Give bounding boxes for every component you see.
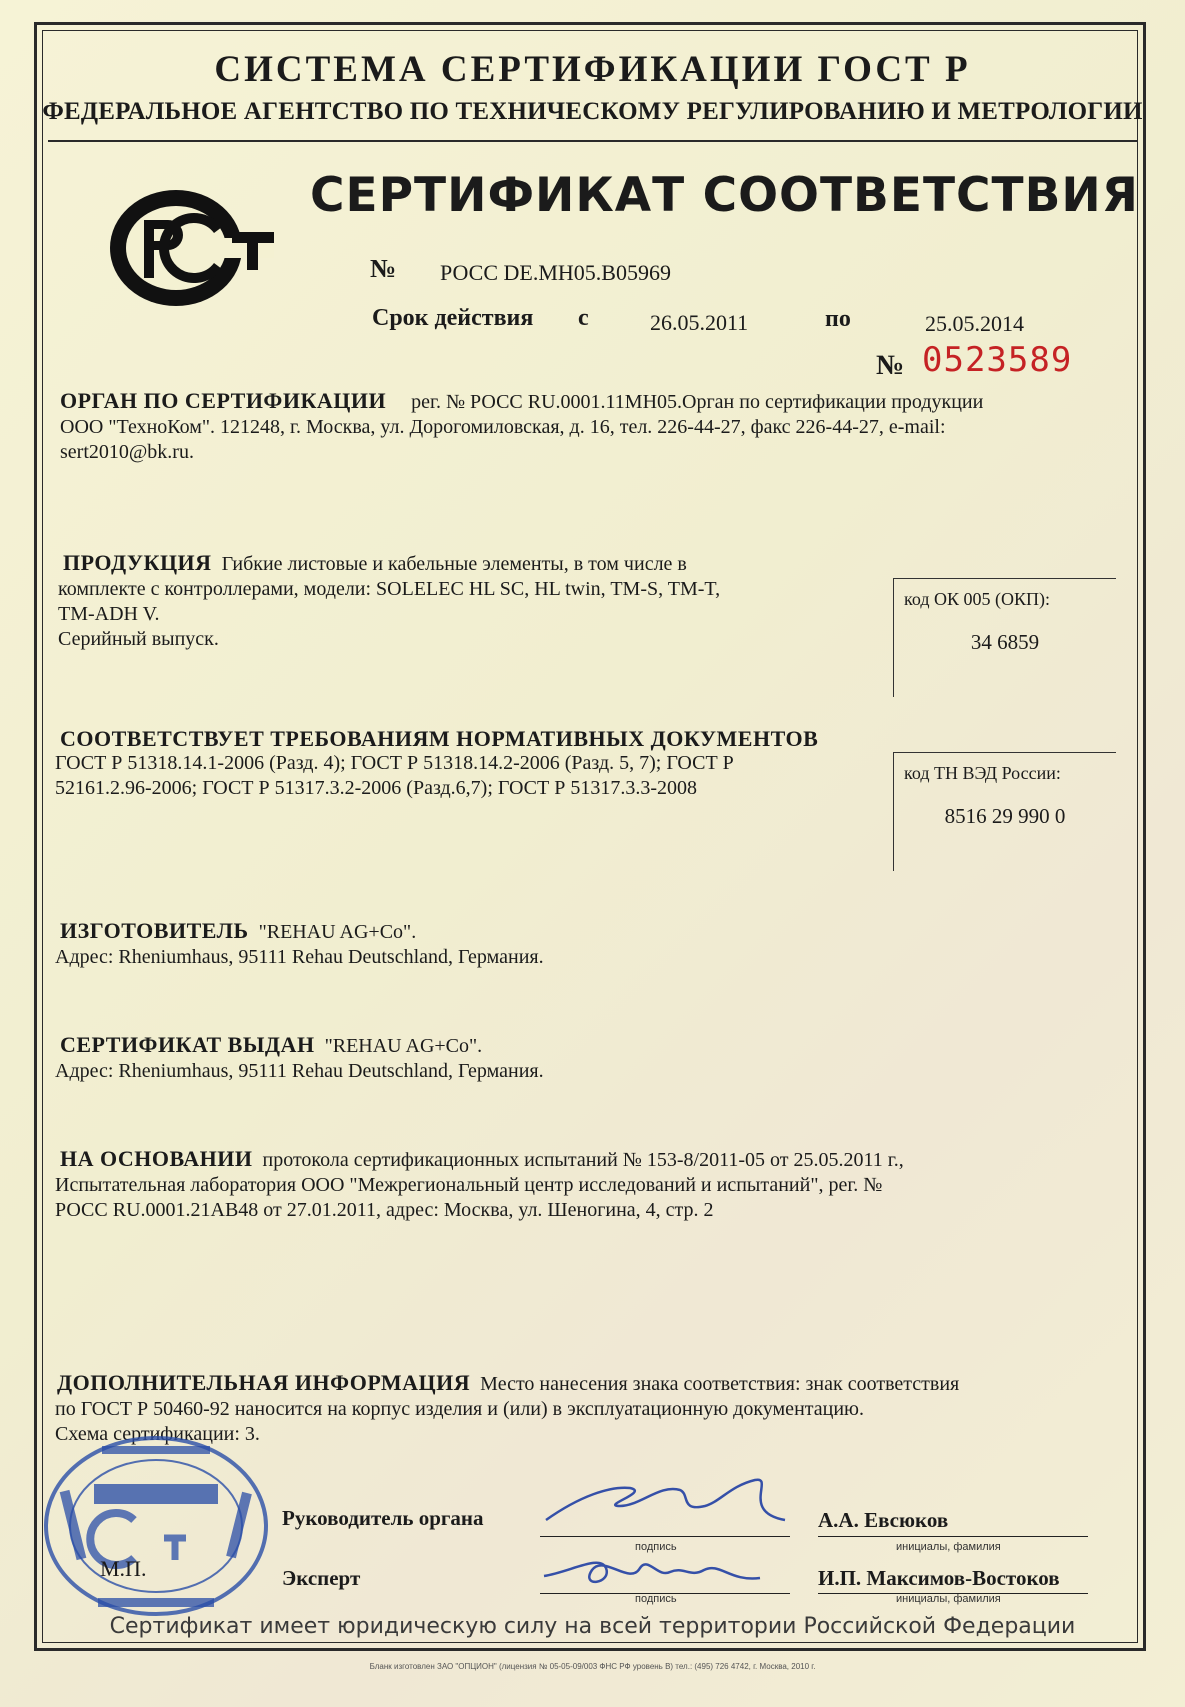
validity-to-label: по xyxy=(825,306,851,332)
okp-code-box xyxy=(893,578,1116,697)
conformity-line1: ГОСТ Р 51318.14.1-2006 (Разд. 4); ГОСТ Р 51318.14.2-2006 (Разд. 5, 7); ГОСТ Р xyxy=(55,752,734,774)
product-heading: ПРОДУКЦИЯ xyxy=(63,550,212,575)
certification-body-heading: ОРГАН ПО СЕРТИФИКАЦИИ xyxy=(60,388,387,413)
additional-info-heading: ДОПОЛНИТЕЛЬНАЯ ИНФОРМАЦИЯ xyxy=(57,1370,471,1395)
product-line1: Гибкие листовые и кабельные элементы, в том числе в xyxy=(221,553,687,575)
head-name-line xyxy=(818,1536,1088,1537)
basis-line3: РОСС RU.0001.21АВ48 от 27.01.2011, адрес: Москва, ул. Шеногина, 4, стр. 2 xyxy=(55,1199,714,1221)
header-divider xyxy=(48,140,1138,142)
additional-info-line1: Место нанесения знака соответствия: знак соответствия xyxy=(480,1373,960,1395)
tnved-label: код ТН ВЭД России: xyxy=(904,763,1061,783)
basis-section xyxy=(55,1146,1135,1223)
manufacturer-name: "REHAU AG+Co". xyxy=(258,921,417,943)
additional-info-line2: по ГОСТ Р 50460-92 наносится на корпус изделия и (или) в эксплуатационную документацию. xyxy=(55,1398,864,1420)
tnved-code-box xyxy=(893,752,1116,871)
head-signature xyxy=(540,1476,810,1536)
printer-note: Бланк изготовлен ЗАО "ОПЦИОН" (лицензия № 05-05-09/003 ФНС РФ уровень В) тел.: (495) 726 4742, г. Москва, 2010 г. xyxy=(369,1662,816,1671)
serial-number: 0523589 xyxy=(922,340,1073,380)
tnved-code: 8516 29 990 0 xyxy=(944,804,1066,828)
expert-label: Эксперт xyxy=(282,1566,361,1590)
expert-name: И.П. Максимов-Востоков xyxy=(818,1566,1060,1590)
head-signature-line xyxy=(540,1536,790,1537)
product-line4: Серийный выпуск. xyxy=(58,628,219,650)
certification-body-seal-icon xyxy=(38,1430,278,1620)
basis-line2: Испытательная лаборатория ООО "Межрегиональный центр исследований и испытаний", рег. № xyxy=(55,1174,883,1196)
head-name: А.А. Евсюков xyxy=(818,1508,949,1532)
gost-r-pct-mark-icon xyxy=(106,188,276,308)
okp-label: код ОК 005 (ОКП): xyxy=(904,589,1050,609)
okp-code: 34 6859 xyxy=(970,630,1040,654)
certification-body-line1: рег. № РОСС RU.0001.11МН05.Орган по сертификации продукции xyxy=(411,391,984,413)
certificate-number: РОСС DE.MH05.B05969 xyxy=(440,260,671,285)
agency-title: ФЕДЕРАЛЬНОЕ АГЕНТСТВО ПО ТЕХНИЧЕСКОМУ РЕГУЛИРОВАНИЮ И МЕТРОЛОГИИ xyxy=(42,98,1143,125)
conformity-section xyxy=(55,726,885,801)
head-of-body-label: Руководитель органа xyxy=(282,1506,484,1530)
head-name-caption: инициалы, фамилия xyxy=(896,1541,1001,1553)
validity-from-label: с xyxy=(578,305,589,331)
conformity-line2: 52161.2.96-2006; ГОСТ Р 51317.3.2-2006 (Разд.6,7); ГОСТ Р 51317.3.3-2008 xyxy=(55,777,697,799)
product-line3: TM-ADH V. xyxy=(58,603,160,625)
validity-to-date: 25.05.2014 xyxy=(925,311,1024,336)
certification-body-line2: ООО "ТехноКом". 121248, г. Москва, ул. Дорогомиловская, д. 16, тел. 226-44-27, факс 226-44-27, e-mail: xyxy=(60,416,946,438)
seal-place-mark: М.П. xyxy=(100,1556,147,1581)
certification-body-line3: sert2010@bk.ru. xyxy=(60,441,194,463)
issued-to-address: Адрес: Rheniumhaus, 95111 Rehau Deutschland, Германия. xyxy=(55,1060,544,1082)
expert-signature-caption: подпись xyxy=(635,1593,677,1605)
manufacturer-address: Адрес: Rheniumhaus, 95111 Rehau Deutschland, Германия. xyxy=(55,946,544,968)
issued-to-heading: СЕРТИФИКАТ ВЫДАН xyxy=(60,1032,315,1057)
product-section xyxy=(58,550,878,652)
validity-label: Срок действия xyxy=(372,305,534,331)
expert-signature xyxy=(540,1548,770,1594)
head-signature-caption: подпись xyxy=(635,1541,677,1553)
number-sign: № xyxy=(370,254,397,283)
basis-line1: протокола сертификационных испытаний № 153-8/2011-05 от 25.05.2011 г., xyxy=(262,1149,904,1171)
certification-body-section xyxy=(60,388,1120,465)
expert-name-caption: инициалы, фамилия xyxy=(896,1593,1001,1605)
conformity-heading: СООТВЕТСТВУЕТ ТРЕБОВАНИЯМ НОРМАТИВНЫХ ДОКУМЕНТОВ xyxy=(60,726,819,751)
document-title: СЕРТИФИКАТ СООТВЕТСТВИЯ xyxy=(310,168,1139,223)
system-title: СИСТЕМА СЕРТИФИКАЦИИ ГОСТ Р xyxy=(214,49,971,90)
validity-note: Сертификат имеет юридическую силу на всей территории Российской Федерации xyxy=(109,1614,1076,1639)
basis-heading: НА ОСНОВАНИИ xyxy=(60,1146,253,1171)
product-line2: комплекте с контроллерами, модели: SOLELEC HL SC, HL twin, TM-S, TM-T, xyxy=(58,578,721,600)
manufacturer-heading: ИЗГОТОВИТЕЛЬ xyxy=(60,918,249,943)
validity-from-date: 26.05.2011 xyxy=(650,310,749,335)
serial-sign: № xyxy=(876,350,905,381)
issued-to-section xyxy=(55,1032,1055,1084)
additional-info-line3: Схема сертификации: 3. xyxy=(55,1423,260,1445)
issued-to-name: "REHAU AG+Co". xyxy=(324,1035,483,1057)
manufacturer-section xyxy=(55,918,1055,970)
